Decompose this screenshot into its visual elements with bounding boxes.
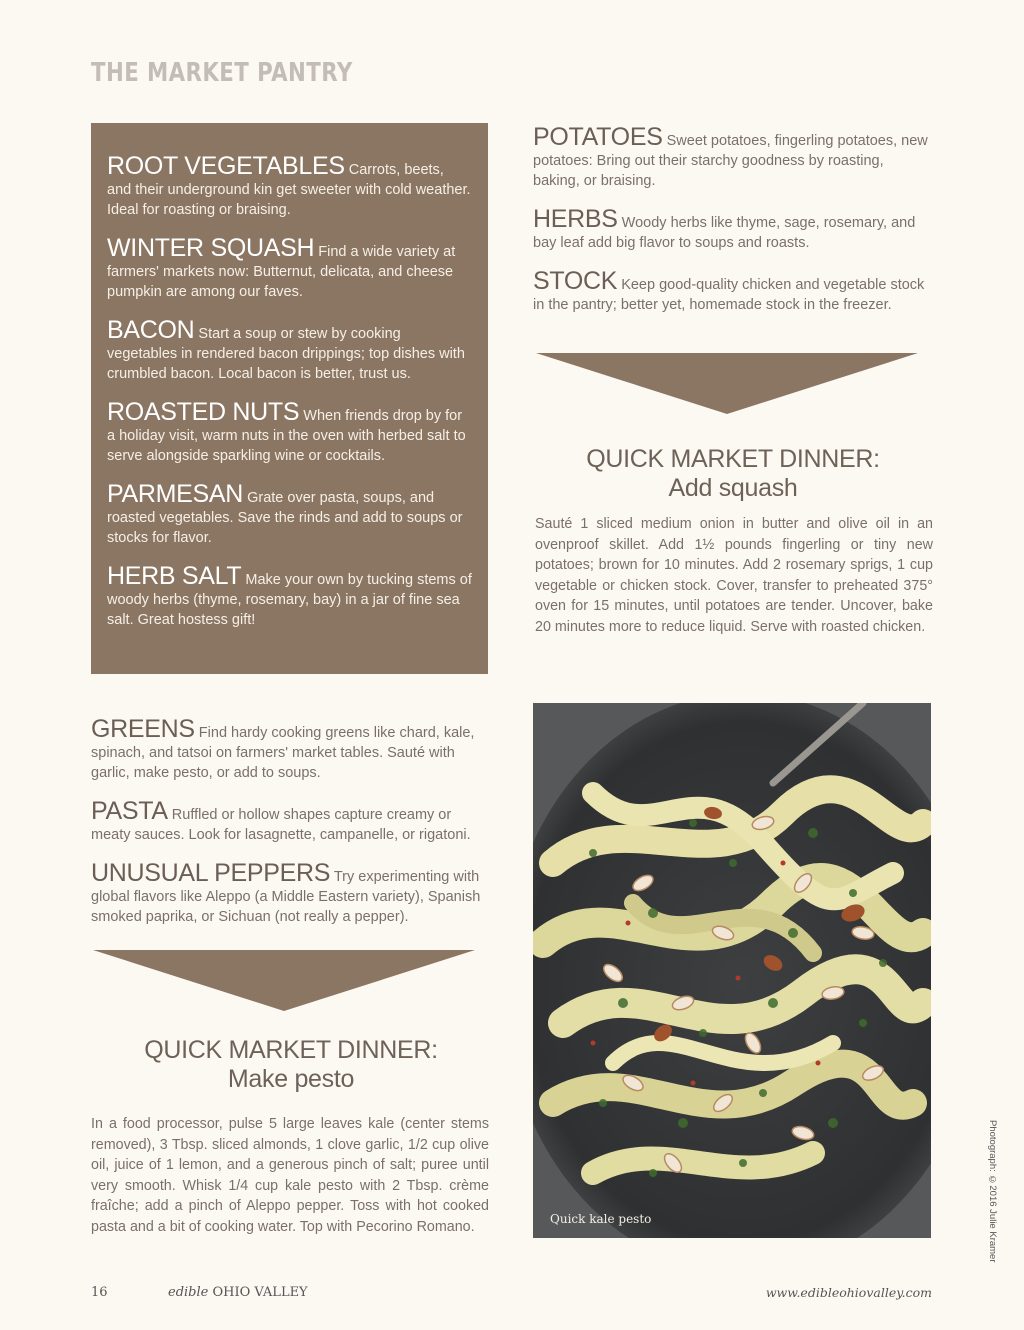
dinner-squash-recipe: Sauté 1 sliced medium onion in butter and olive oil in an ovenproof skillet. Add 1½ pounds fingerling or tiny new potatoes; brown for 10 minutes. Add 2 rosemary sprigs, 1 cup vegetable or chicken stock. Cover, transfer to preheated 375° oven for 15 minutes, until potatoes are tender. Uncover, bake 20 minutes more to reduce liquid. Serve with roasted chicken. <box>535 516 933 635</box>
pantry-item-stock <box>533 268 928 315</box>
pantry-item-pasta <box>91 798 491 845</box>
item-text: Find hardy cooking greens like chard, kale, spinach, and tatsoi on farmers' market tables. Sauté with garlic, make pesto, or add to soups. <box>91 725 475 781</box>
item-keyword: HERB SALT <box>107 562 242 590</box>
pantry-items-box <box>91 123 488 674</box>
pantry-item-root-vegetables <box>107 153 472 220</box>
pasta-photo <box>533 703 931 1238</box>
website-link[interactable]: www.edibleohiovalley.com <box>765 1285 932 1300</box>
item-keyword: ROASTED NUTS <box>107 398 300 426</box>
item-text: Try experimenting with global flavors like Aleppo (a Middle Eastern variety), Spanish smoked paprika, or Sichuan (not really a pepper). <box>91 869 481 925</box>
pantry-items-left <box>91 716 491 942</box>
pantry-item-herbs <box>533 206 928 253</box>
pasta-image <box>533 703 931 1238</box>
item-keyword: STOCK <box>533 267 618 295</box>
dinner-pesto-title-line1: QUICK MARKET DINNER: <box>144 1036 438 1064</box>
item-keyword: WINTER SQUASH <box>107 234 315 262</box>
dinner-pesto-recipe: In a food processor, pulse 5 large leaves kale (center stems removed), 3 Tbsp. sliced almonds, 1 clove garlic, 1/2 cup olive oil, juice of 1 lemon, and a generous pinch of salt; puree until very smooth. Whisk 1/4 cup kale pesto with 2 Tbsp. crème fraîche; add a pinch of Aleppo pepper. Toss with hot cooked pasta and a bit of cooking water. Top with Pecorino Romano. <box>91 1116 489 1235</box>
item-keyword: BACON <box>107 316 195 344</box>
down-arrow-icon <box>536 353 918 414</box>
item-text: When friends drop by for a holiday visit, warm nuts in the oven with herbed salt to serve alongside sparkling wine or cocktails. <box>107 408 466 464</box>
photo-caption: Quick kale pesto <box>550 1212 652 1226</box>
page-number: 16 <box>91 1285 108 1300</box>
pantry-item-roasted-nuts <box>107 399 472 466</box>
section-title: THE MARKET PANTRY <box>91 58 353 88</box>
dinner-pesto-heading <box>91 1036 491 1094</box>
dinner-pesto-title-line2: Make pesto <box>227 1065 355 1093</box>
pantry-item-herb-salt <box>107 563 472 630</box>
magazine-name-italic: edible <box>168 1285 209 1300</box>
item-text: Ruffled or hollow shapes capture creamy or meaty sauces. Look for lasagnette, campanelle, or rigatoni. <box>91 807 471 843</box>
item-text: Grate over pasta, soups, and roasted vegetables. Save the rinds and add to soups or stocks for flavor. <box>107 490 463 546</box>
item-text: Carrots, beets, and their underground kin get sweeter with cold weather. Ideal for roasting or braising. <box>107 162 471 218</box>
item-keyword: UNUSUAL PEPPERS <box>91 859 331 887</box>
dinner-squash-heading <box>533 445 933 503</box>
dinner-squash-title-line1: QUICK MARKET DINNER: <box>586 445 880 473</box>
item-keyword: PARMESAN <box>107 480 244 508</box>
item-text: Sweet potatoes, fingerling potatoes, new potatoes: Bring out their starchy goodness by roasting, baking, or braising. <box>533 133 928 189</box>
item-keyword: HERBS <box>533 205 618 233</box>
pantry-item-bacon <box>107 317 472 384</box>
item-text: Keep good-quality chicken and vegetable stock in the pantry; better yet, homemade stock in the freezer. <box>533 277 925 313</box>
pantry-item-winter-squash <box>107 235 472 302</box>
item-keyword: POTATOES <box>533 123 663 151</box>
item-keyword: PASTA <box>91 797 168 825</box>
item-keyword: ROOT VEGETABLES <box>107 152 345 180</box>
dinner-squash-title-line2: Add squash <box>668 474 798 502</box>
item-text: Start a soup or stew by cooking vegetables in rendered bacon drippings; top dishes with crumbled bacon. Local bacon is better, trust us. <box>107 326 465 382</box>
item-text: Find a wide variety at farmers' markets now: Butternut, delicata, and cheese pumpkin are among our faves. <box>107 244 456 300</box>
pantry-item-potatoes <box>533 124 928 191</box>
pantry-item-greens <box>91 716 491 783</box>
magazine-name-rest: OHIO VALLEY <box>208 1285 308 1300</box>
pantry-items-right <box>533 124 928 330</box>
item-keyword: GREENS <box>91 715 195 743</box>
pantry-item-unusual-peppers <box>91 860 491 927</box>
down-arrow-icon <box>93 950 475 1011</box>
pantry-item-parmesan <box>107 481 472 548</box>
item-text: Make your own by tucking stems of woody herbs (thyme, rosemary, bay) in a jar of fine sea salt. Great hostess gift! <box>107 572 472 628</box>
magazine-name <box>168 1285 308 1300</box>
photo-credit: Photograph: ©2016 Julie Kramer <box>987 1120 998 1263</box>
item-text: Woody herbs like thyme, sage, rosemary, and bay leaf add big flavor to soups and roasts. <box>533 215 916 251</box>
